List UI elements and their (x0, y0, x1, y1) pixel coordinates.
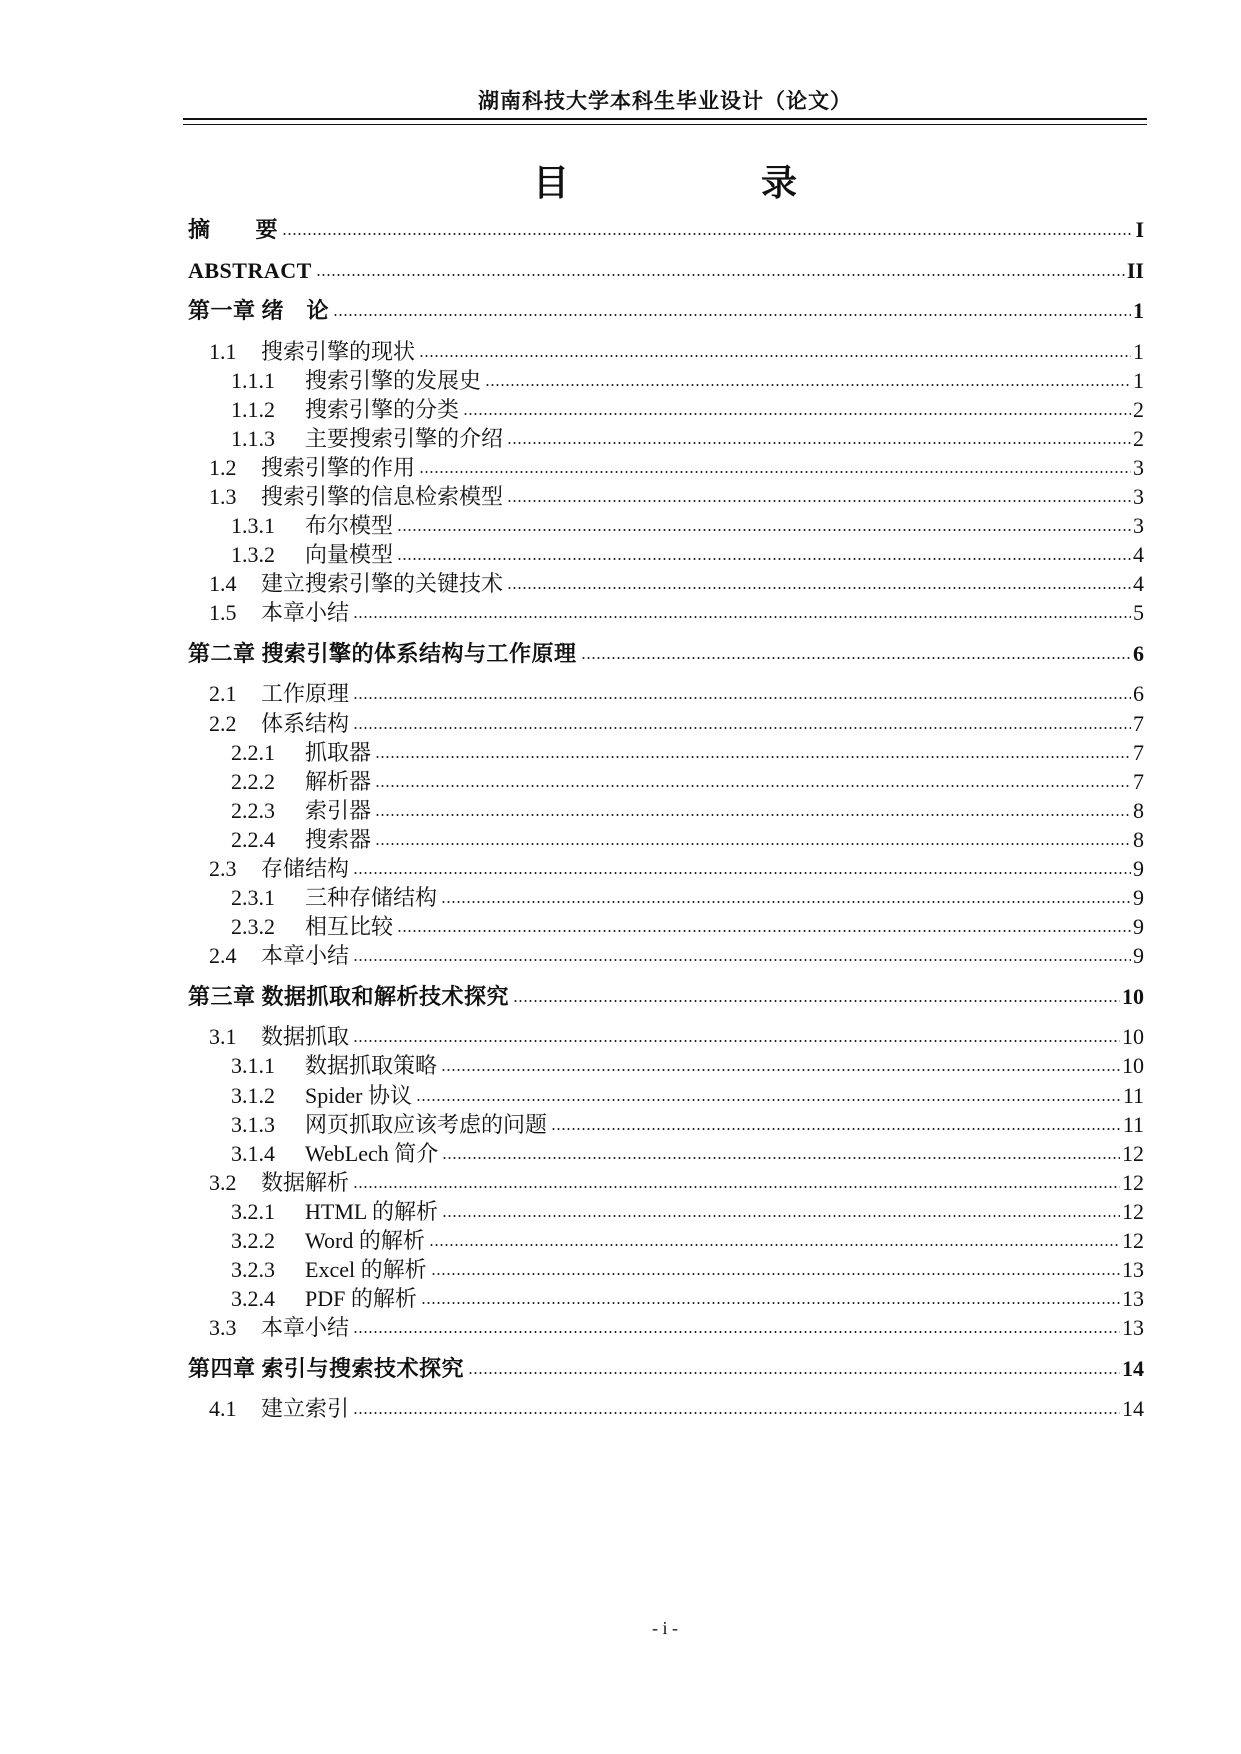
toc-entry-page: 11 (1122, 1111, 1144, 1137)
toc-entry-number: 3.1 (209, 1024, 237, 1050)
toc-entry-page: 9 (1133, 885, 1144, 911)
toc-entry[interactable] (188, 508, 1144, 540)
header-rule-thick (183, 118, 1147, 120)
toc-dot-leader (353, 1329, 1120, 1335)
toc-entry-number: 2.2.3 (231, 797, 275, 823)
toc-entry[interactable] (188, 1107, 1144, 1139)
toc-entry-page: 12 (1122, 1228, 1144, 1253)
toc-entry-number: 3.2.3 (231, 1257, 275, 1283)
toc-entry-number: 1.1.1 (231, 367, 275, 393)
toc-entry-number: 1.4 (209, 571, 237, 597)
toc-entry-page: 13 (1122, 1286, 1144, 1312)
toc-entry-number: 2.2.2 (231, 768, 275, 794)
toc-entry-label: 本章小结 (261, 943, 350, 969)
toc-entry-page: 4 (1133, 542, 1144, 568)
toc-entry-page: 10 (1122, 983, 1144, 1009)
toc-entry-page: 14 (1122, 1396, 1144, 1422)
toc-entry[interactable] (188, 450, 1144, 482)
toc-dot-leader (397, 928, 1131, 934)
toc-dot-leader (463, 411, 1131, 417)
toc-entry-page: 6 (1133, 640, 1144, 666)
toc-entry-label: 数据抓取策略 (305, 1053, 438, 1079)
toc-entry-label: HTML 的解析 (305, 1198, 439, 1224)
toc-dot-leader (581, 655, 1131, 661)
toc-dot-leader (282, 231, 1133, 237)
toc-entry[interactable] (188, 909, 1144, 941)
toc-entry-number: 1.1 (209, 338, 237, 364)
toc-entry-label: 搜索引擎的发展史 (305, 367, 482, 393)
toc-entry-label: 搜索引擎的分类 (305, 396, 460, 422)
toc-entry[interactable] (188, 363, 1144, 395)
toc-entry-label: 索引器 (305, 797, 372, 823)
toc-entry[interactable] (188, 1351, 1144, 1383)
toc-dot-leader (507, 585, 1131, 591)
toc-entry-page: 4 (1133, 571, 1144, 597)
toc-entry[interactable] (188, 793, 1144, 825)
toc-entry[interactable] (188, 1194, 1144, 1226)
toc-entry-label: 搜索引擎的现状 (261, 338, 416, 364)
toc-dot-leader (375, 841, 1131, 847)
toc-entry-page: 10 (1122, 1024, 1144, 1050)
toc-dot-leader (507, 440, 1131, 446)
toc-entry-label: WebLech 简介 (305, 1140, 439, 1166)
toc-entry-number: 3.1.4 (231, 1140, 275, 1166)
toc-entry-page: 1 (1133, 338, 1144, 364)
toc-entry-page: 7 (1133, 710, 1144, 736)
toc-entry-label: 搜索引擎的作用 (261, 454, 416, 480)
toc-entry-page: 6 (1133, 681, 1144, 707)
toc-dot-leader (551, 1126, 1121, 1132)
toc-entry-page: 3 (1133, 513, 1144, 539)
toc-entry[interactable] (188, 334, 1144, 366)
toc-dot-leader (353, 614, 1131, 620)
toc-entry-page: II (1126, 257, 1144, 283)
toc-entry-page: 1 (1133, 298, 1144, 323)
toc-entry-page: 13 (1122, 1257, 1144, 1283)
toc-entry-label: 体系结构 (261, 710, 350, 736)
toc-dot-leader (375, 812, 1131, 818)
toc-dot-leader (513, 998, 1120, 1004)
toc-entry-label: 主要搜索引擎的介绍 (305, 425, 504, 451)
toc-entry-label: 第四章 索引与搜索技术探究 (188, 1355, 465, 1381)
toc-entry-label: 三种存储结构 (305, 885, 438, 911)
toc-entry-label: 工作原理 (261, 681, 350, 707)
toc-entry-number: 1.1.3 (231, 425, 275, 451)
toc-entry-label: 布尔模型 (305, 513, 394, 539)
toc-entry-number: 1.3.2 (231, 542, 275, 568)
toc-dot-leader (353, 1410, 1120, 1416)
toc-entry-number: 2.1 (209, 681, 237, 707)
toc-entry-label: ABSTRACT (188, 257, 312, 283)
toc-entry-number: 3.2.1 (231, 1198, 275, 1224)
toc-entry-number: 2.4 (209, 943, 237, 969)
toc-entry[interactable] (188, 421, 1144, 453)
toc-entry-number: 3.3 (209, 1315, 237, 1341)
toc-entry-page: 8 (1133, 797, 1144, 823)
toc-entry[interactable] (188, 636, 1144, 668)
toc-entry[interactable] (188, 1252, 1144, 1284)
toc-entry[interactable] (188, 212, 1144, 244)
toc-entry[interactable] (188, 253, 1144, 285)
toc-entry-page: 7 (1133, 739, 1144, 765)
toc-dot-leader (419, 353, 1131, 359)
toc-dot-leader (485, 382, 1131, 388)
toc-dot-leader (431, 1271, 1120, 1277)
toc-entry-label: 相互比较 (305, 914, 394, 940)
toc-entry-number: 1.3.1 (231, 513, 275, 539)
toc-entry[interactable] (188, 1078, 1144, 1110)
toc-dot-leader (419, 469, 1131, 475)
toc-dot-leader (353, 695, 1131, 701)
toc-entry-page: 1 (1133, 367, 1144, 393)
toc-dot-leader (353, 957, 1131, 963)
toc-entry[interactable] (188, 1136, 1144, 1168)
toc-entry-label: 第三章 数据抓取和解析技术探究 (188, 983, 510, 1009)
toc-dot-leader (397, 556, 1131, 562)
toc-entry-number: 2.3.1 (231, 885, 275, 911)
toc-entry-number: 1.2 (209, 454, 237, 480)
toc-dot-leader (375, 783, 1131, 789)
toc-entry-page: 3 (1133, 454, 1144, 480)
toc-entry[interactable] (188, 392, 1144, 424)
toc-entry-label: 数据解析 (261, 1169, 350, 1195)
toc-entry[interactable] (188, 1165, 1144, 1197)
toc-entry-page: 8 (1133, 826, 1144, 852)
toc-entry-number: 2.2 (209, 710, 237, 736)
toc-entry-label: 第二章 搜索引擎的体系结构与工作原理 (188, 640, 577, 666)
toc-entry-number: 3.1.1 (231, 1053, 275, 1079)
toc-entry[interactable] (188, 979, 1144, 1011)
toc-dot-leader (353, 870, 1131, 876)
toc-entry-number: 4.1 (209, 1396, 237, 1422)
toc-entry-label: 第一章 绪 论 (188, 298, 330, 323)
toc-entry-number: 1.1.2 (231, 396, 275, 422)
toc-entry-page: 2 (1133, 425, 1144, 451)
toc-entry[interactable] (188, 479, 1144, 511)
toc-entry-number: 2.2.1 (231, 739, 275, 765)
toc-entry-number: 3.1.2 (231, 1082, 275, 1108)
toc-dot-leader (442, 1213, 1120, 1219)
toc-entry-number: 1.3 (209, 484, 237, 509)
toc-entry-number: 1.5 (209, 600, 237, 626)
toc-entry-number: 2.3 (209, 856, 237, 881)
toc-entry-label: 存储结构 (261, 856, 350, 881)
toc-entry-page: 9 (1133, 856, 1144, 881)
header-rule-thin (183, 124, 1147, 125)
toc-entry-label: Spider 协议 (305, 1082, 412, 1108)
page-header-title: 湖南科技大学本科生毕业设计（论文） (478, 89, 852, 113)
toc-entry[interactable] (188, 1223, 1144, 1255)
toc-entry-label: 摘 要 (188, 217, 279, 242)
toc-entry-page: 9 (1133, 943, 1144, 969)
toc-entry-page: 14 (1122, 1355, 1144, 1381)
toc-dot-leader (316, 272, 1125, 278)
toc-entry-page: 11 (1122, 1082, 1144, 1108)
toc-entry-page: 7 (1133, 768, 1144, 794)
toc-entry-number: 3.2.2 (231, 1228, 275, 1253)
toc-dot-leader (397, 527, 1131, 533)
toc-entry-label: 数据抓取 (261, 1024, 350, 1050)
toc-entry[interactable] (188, 1310, 1144, 1342)
toc-dot-leader (442, 1155, 1120, 1161)
toc-entry[interactable] (188, 880, 1144, 912)
toc-entry-label: 本章小结 (261, 1315, 350, 1341)
toc-dot-leader (353, 725, 1131, 731)
toc-dot-leader (441, 899, 1131, 905)
toc-entry-number: 3.2 (209, 1169, 237, 1195)
toc-dot-leader (353, 1038, 1120, 1044)
toc-entry[interactable] (188, 676, 1144, 708)
toc-entry[interactable] (188, 764, 1144, 796)
toc-entry[interactable] (188, 1281, 1144, 1313)
toc-entry[interactable] (188, 706, 1144, 738)
toc-entry-page: 12 (1122, 1169, 1144, 1195)
toc-entry-page: 10 (1122, 1053, 1144, 1079)
toc-entry-page: I (1135, 217, 1144, 242)
toc-dot-leader (429, 1242, 1120, 1248)
toc-entry-label: Word 的解析 (305, 1228, 425, 1253)
toc-dot-leader (441, 1067, 1120, 1073)
toc-entry-page: 12 (1122, 1198, 1144, 1224)
toc-dot-leader (416, 1097, 1121, 1103)
toc-entry[interactable] (188, 735, 1144, 767)
toc-entry-label: Excel 的解析 (305, 1257, 427, 1283)
toc-entry-page: 5 (1133, 600, 1144, 626)
toc-entry-label: 网页抓取应该考虑的问题 (305, 1111, 548, 1137)
toc-entry-label: 解析器 (305, 768, 372, 794)
toc-dot-leader (421, 1300, 1120, 1306)
toc-entry-number: 3.1.3 (231, 1111, 275, 1137)
toc-entry-label: 抓取器 (305, 739, 372, 765)
toc-dot-leader (507, 498, 1131, 504)
toc-entry[interactable] (188, 1019, 1144, 1051)
toc-entry-number: 2.3.2 (231, 914, 275, 940)
page-number: - i - (652, 1618, 678, 1638)
toc-entry-number: 3.2.4 (231, 1286, 275, 1312)
toc-entry-page: 2 (1133, 396, 1144, 422)
toc-entry[interactable] (188, 851, 1144, 883)
toc-entry[interactable] (188, 1391, 1144, 1423)
toc-dot-leader (333, 312, 1131, 318)
toc-entry[interactable] (188, 822, 1144, 854)
toc-entry-page: 3 (1133, 484, 1144, 509)
toc-dot-leader (468, 1370, 1120, 1376)
toc-dot-leader (375, 754, 1131, 760)
toc-entry-page: 9 (1133, 914, 1144, 940)
toc-dot-leader (353, 1184, 1120, 1190)
toc-title: 目 录 (532, 163, 837, 203)
toc-entry[interactable] (188, 537, 1144, 569)
toc-entry[interactable] (188, 1048, 1144, 1080)
toc-entry-label: 建立搜索引擎的关键技术 (261, 571, 504, 597)
toc-entry[interactable] (188, 938, 1144, 970)
toc-entry-label: 本章小结 (261, 600, 350, 626)
toc-entry[interactable] (188, 566, 1144, 598)
toc-entry[interactable] (188, 293, 1144, 325)
toc-entry-label: 搜索器 (305, 826, 372, 852)
toc-entry-label: 向量模型 (305, 542, 394, 568)
toc-entry-label: 搜索引擎的信息检索模型 (261, 484, 504, 509)
toc-entry-label: PDF 的解析 (305, 1286, 417, 1312)
toc-entry-label: 建立索引 (261, 1396, 350, 1422)
toc-entry-page: 13 (1122, 1315, 1144, 1341)
toc-entry[interactable] (188, 595, 1144, 627)
toc-entry-page: 12 (1122, 1140, 1144, 1166)
toc-entry-number: 2.2.4 (231, 826, 275, 852)
